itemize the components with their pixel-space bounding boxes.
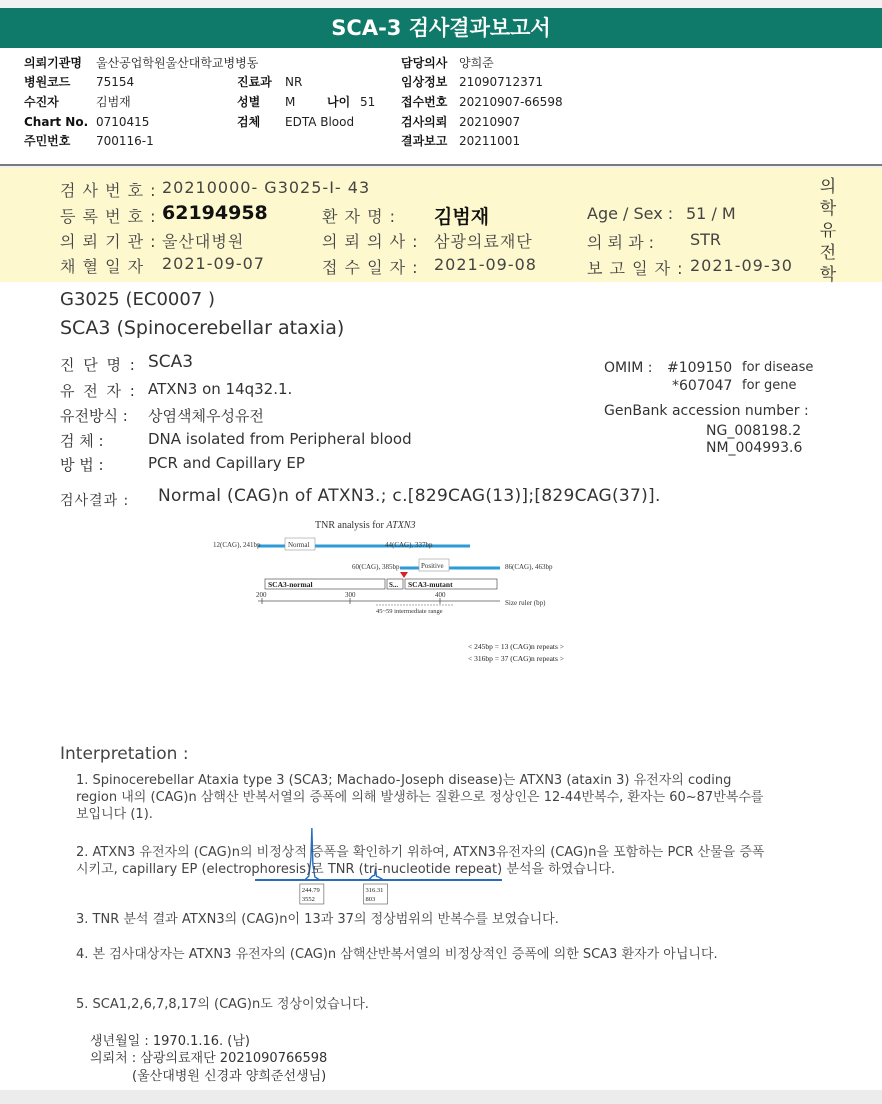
report-date: 2021-09-30 <box>690 256 793 275</box>
peak-height-label: 803 <box>365 896 376 903</box>
chart-title: TNR analysis for ATXN3 <box>315 520 416 531</box>
label-doctor: 담당의사 <box>401 56 448 70</box>
inst: 울산대병원 <box>162 232 245 251</box>
dx-label: 진 단 명 : <box>60 356 137 374</box>
label-hospital-code: 병원코드 <box>24 75 71 89</box>
label-department: 진료과 <box>237 75 272 89</box>
label-specimen: 검체 <box>237 115 261 129</box>
report-label: 보 고 일 자 : <box>587 259 684 278</box>
value-result-report: 20211001 <box>459 134 521 148</box>
genbank-1: NG_008198.2 <box>706 423 802 439</box>
collect-date: 2021-09-07 <box>162 254 265 273</box>
method-label: 방 법 : <box>60 456 104 474</box>
test-code: G3025 (EC0007 ) <box>60 289 215 310</box>
intermediate-label: 45~59 intermediate range <box>376 608 443 615</box>
label-patient: 수진자 <box>24 95 59 109</box>
value-test-request: 20210907 <box>459 115 521 129</box>
reg-no-label: 등 록 번 호 : <box>60 207 157 226</box>
ruler-label: Size ruler (bp) <box>505 599 546 607</box>
ref-info: 의뢰처 : 삼광의료재단 2021090766598 <box>90 1051 328 1066</box>
bottom-strip <box>0 1090 882 1104</box>
ref-info-2: (울산대병원 신경과 양희준선생님) <box>132 1069 327 1084</box>
label-receipt-no: 접수번호 <box>401 95 448 109</box>
omim-label: OMIM : <box>604 360 653 376</box>
interp-item-2: 2. ATXN3 유전자의 (CAG)n의 비정상적 증폭을 확인하기 위하여, ATXN3유전자의 (CAG)n을 포함하는 PCR 산물을 증폭시키고, capillary EP (electrophoresis)로 TNR (tri-nucleotide repeat) 분석을 하였습니다. <box>76 845 765 877</box>
value-institution: 울산공업학원울산대학교병병동 <box>96 56 259 70</box>
result-value: Normal (CAG)n of ATXN3.; c.[829CAG(13)];[829CAG(37)]. <box>158 486 661 506</box>
value-chart-no: 0710415 <box>96 115 150 129</box>
dept-label: 의 뢰 과 : <box>587 233 655 252</box>
stamp-char: 학 <box>819 199 837 219</box>
gene-label: 유 전 자 : <box>60 382 137 400</box>
patient-label: 환 자 명 : <box>322 207 397 226</box>
specimen-label: 검 체 : <box>60 432 104 450</box>
summary-band <box>0 168 882 285</box>
label-age: 나이 <box>327 95 351 109</box>
stamp-char: 전 <box>819 243 837 263</box>
interp-item-3: 3. TNR 분석 결과 ATXN3의 (CAG)n이 13과 37의 정상범위의 반복수를 보였습니다. <box>76 912 559 927</box>
doctor: 삼광의료재단 <box>434 232 533 251</box>
value-department: NR <box>285 75 303 89</box>
stamp-char: 유 <box>819 221 837 241</box>
legend-2: < 316bp = 37 (CAG)n repeats > <box>468 654 565 663</box>
inherit-label: 유전방식 : <box>60 407 128 425</box>
label-test-request: 검사의뢰 <box>401 115 448 129</box>
gene-value: ATXN3 on 14q32.1. <box>148 380 293 398</box>
stamp-char: 학 <box>819 265 837 285</box>
label-result-report: 결과보고 <box>401 134 448 148</box>
peak-height-label: 3552 <box>301 896 315 903</box>
omim-gene: *607047 <box>672 378 733 394</box>
value-clinical-info: 21090712371 <box>459 75 543 89</box>
collect-label: 채 혈 일 자 <box>60 257 145 276</box>
report-title: SCA-3 검사결과보고서 <box>0 8 882 48</box>
label-clinical-info: 임상정보 <box>401 75 448 89</box>
label-chart-no: Chart No. <box>24 115 89 129</box>
bar-s-label: S... <box>389 581 399 589</box>
reg-no: 62194958 <box>162 202 268 224</box>
scanned-report <box>0 168 882 1090</box>
patient-name: 김범재 <box>434 206 490 228</box>
test-name: SCA3 (Spinocerebellar ataxia) <box>60 317 345 339</box>
red-marker <box>400 572 408 578</box>
interp-item-4: 4. 본 검사대상자는 ATXN3 유전자의 (CAG)n 삼핵산반복서열의 비정상적인 증폭에 의한 SCA3 환자가 아닙니다. <box>76 947 718 962</box>
value-resident-no: 700116-1 <box>96 134 154 148</box>
label-institution: 의뢰기관명 <box>24 56 82 70</box>
interp-heading: Interpretation : <box>60 744 189 764</box>
normal-label: Normal <box>288 541 310 549</box>
agesex: 51 / M <box>686 204 736 223</box>
peak-size-label: 244.79 <box>301 887 320 894</box>
omim-disease: #109150 <box>667 360 733 376</box>
exam-no-label: 검 사 번 호 : <box>60 181 157 200</box>
peak-size-label: 316.31 <box>365 887 384 894</box>
normal-start-label: 12(CAG), 241bp <box>213 541 261 549</box>
tick-300: 300 <box>345 591 356 599</box>
inst-label: 의 뢰 기 관 : <box>60 232 157 251</box>
value-patient: 김범재 <box>96 95 131 109</box>
value-doctor: 양희준 <box>459 56 494 70</box>
normal-end-label: 44(CAG), 337bp <box>385 541 433 549</box>
birth-info: 생년월일 : 1970.1.16. (남) <box>90 1034 251 1049</box>
bar-normal-label: SCA3-normal <box>268 580 313 589</box>
omim-gene-desc: for gene <box>742 378 797 393</box>
receipt-label: 접 수 일 자 : <box>322 258 419 277</box>
interp-item-1: 1. Spinocerebellar Ataxia type 3 (SCA3; Machado-Joseph disease)는 ATXN3 (ataxin 3) 유전자의 coding region 내의 (CAG)n 삼핵산 반복서열의 증폭에 의해 발생하는 질환으로 정상인은 12-44반복수, 환자는 60~87반복수를 보입니다 (1). <box>76 773 764 822</box>
receipt-date: 2021-09-08 <box>434 255 537 274</box>
value-receipt-no: 20210907-66598 <box>459 95 563 109</box>
bar-mutant-label: SCA3-mutant <box>408 580 453 589</box>
omim-disease-desc: for disease <box>742 360 814 375</box>
value-sex: M <box>285 95 296 109</box>
method-value: PCR and Capillary EP <box>148 454 305 472</box>
genbank-label: GenBank accession number : <box>604 403 809 419</box>
tick-400: 400 <box>435 591 446 599</box>
stamp-char: 의 <box>819 177 837 197</box>
exam-no: 20210000- G3025-I- 43 <box>162 178 371 197</box>
header-info <box>0 48 882 166</box>
interp-item-5: 5. SCA1,2,6,7,8,17의 (CAG)n도 정상이었습니다. <box>76 997 369 1012</box>
specimen-value: DNA isolated from Peripheral blood <box>148 430 412 448</box>
value-specimen: EDTA Blood <box>285 115 355 129</box>
dept: STR <box>690 230 722 249</box>
result-label: 검사결과 : <box>60 493 130 509</box>
genbank-2: NM_004993.6 <box>706 440 803 456</box>
doctor-label: 의 뢰 의 사 : <box>322 232 419 251</box>
agesex-label: Age / Sex : <box>587 204 674 223</box>
tick-200: 200 <box>256 591 267 599</box>
value-age: 51 <box>360 95 376 109</box>
legend-1: < 245bp = 13 (CAG)n repeats > <box>468 642 565 651</box>
dx-value: SCA3 <box>148 352 194 372</box>
positive-end-label: 86(CAG), 463bp <box>505 563 553 571</box>
inherit-value: 상염색체우성유전 <box>148 407 264 425</box>
label-resident-no: 주민번호 <box>24 134 71 148</box>
positive-start-label: 60(CAG), 385bp <box>352 563 400 571</box>
value-hospital-code: 75154 <box>96 75 135 89</box>
label-sex: 성별 <box>237 95 261 109</box>
positive-label: Positive <box>421 562 444 570</box>
vertical-stamp <box>818 176 838 286</box>
